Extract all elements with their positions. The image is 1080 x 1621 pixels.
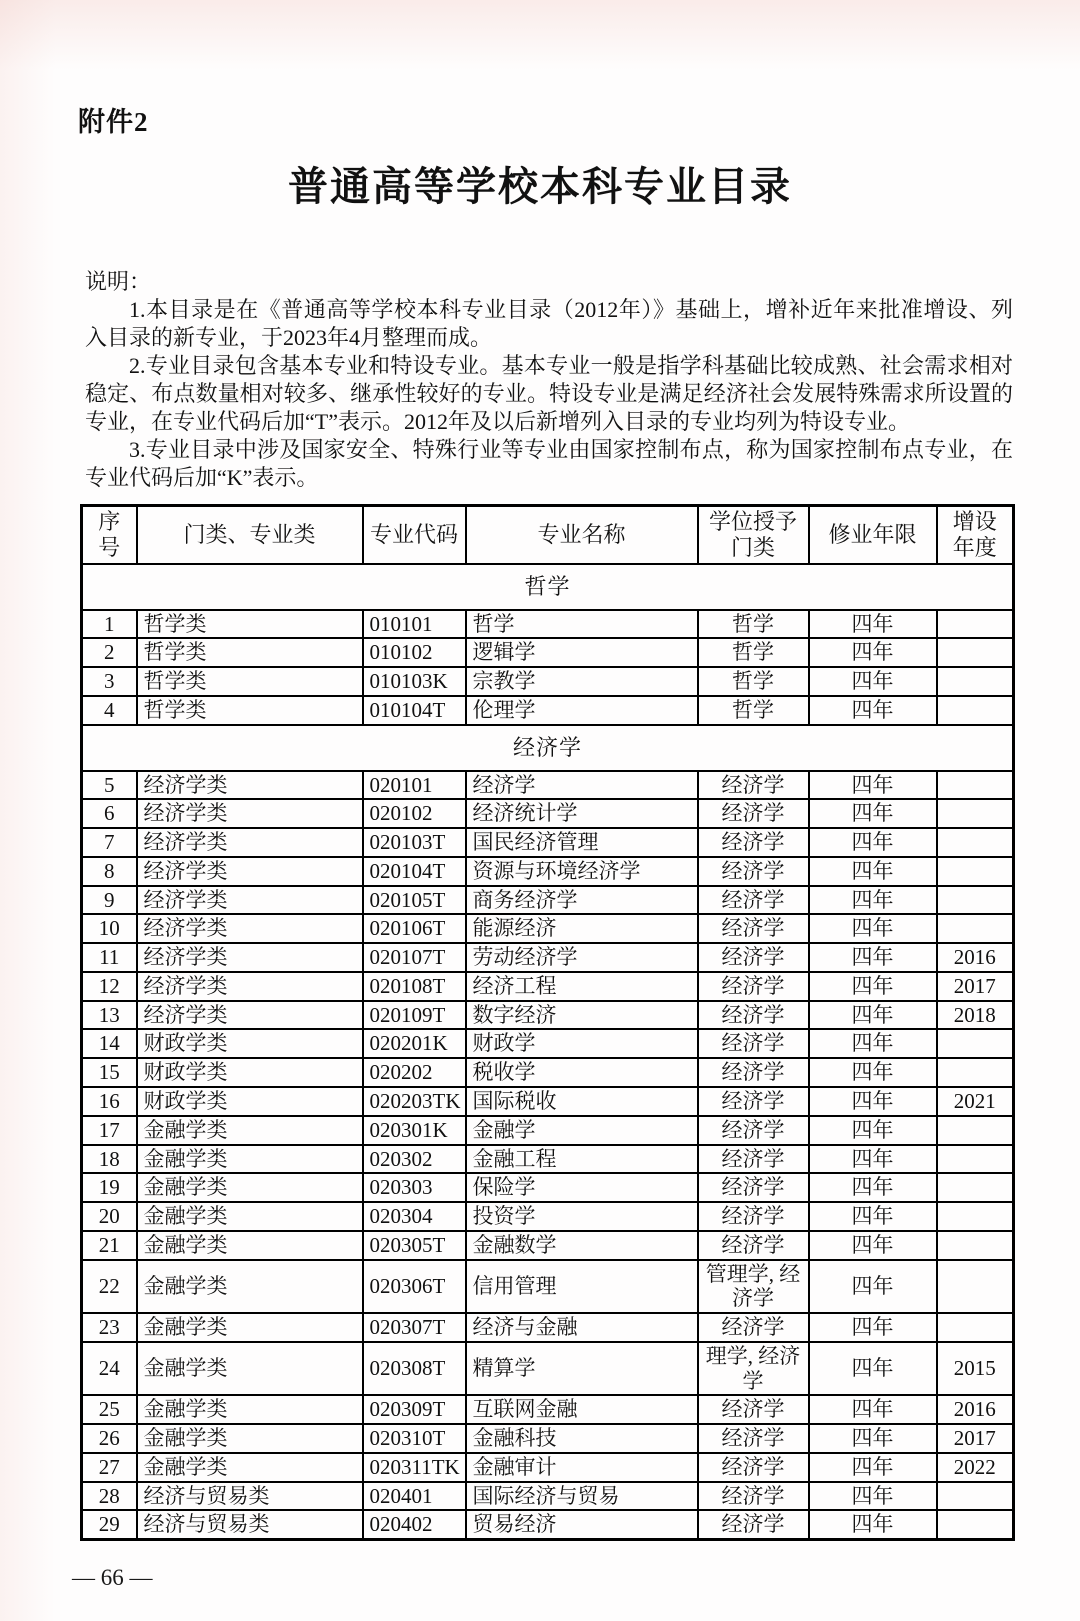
table-row [82,1087,1014,1116]
col-header-degree: 学位授予门类 [698,506,809,564]
cell-category: 金融学类 [137,1173,363,1202]
cell-code: 020305T [363,1231,466,1260]
cell-category: 财政学类 [137,1087,363,1116]
cell-name: 劳动经济学 [466,943,698,972]
cell-no: 22 [82,1260,137,1314]
cell-name: 经济与金融 [466,1313,698,1342]
cell-category: 金融学类 [137,1313,363,1342]
table-row [82,1058,1014,1087]
note-paragraph-2: 2.专业目录包含基本专业和特设专业。基本专业一般是指学科基础比较成熟、社会需求相对稳定、布点数量相对较多、继承性较好的专业。特设专业是满足经济社会发展特殊需求所设置的专业，在专业代码后加“T”表示。2012年及以后新增列入目录的专业均列为特设专业。 [85,353,1013,434]
cell-name: 哲学 [466,610,698,639]
cell-category: 金融学类 [137,1453,363,1482]
cell-no: 24 [82,1342,137,1396]
cell-no: 21 [82,1231,137,1260]
cell-code: 010104T [363,696,466,725]
table-row [82,914,1014,943]
cell-no: 12 [82,972,137,1001]
cell-year_added [937,667,1014,696]
table-row [82,1313,1014,1342]
cell-years: 四年 [809,667,937,696]
cell-category: 经济学类 [137,886,363,915]
cell-no: 23 [82,1313,137,1342]
cell-code: 020107T [363,943,466,972]
col-header-no: 序号 [82,506,137,564]
cell-year_added [937,886,1014,915]
cell-name: 商务经济学 [466,886,698,915]
cell-years: 四年 [809,1482,937,1511]
cell-year_added [937,771,1014,800]
cell-years: 四年 [809,1342,937,1396]
cell-name: 金融审计 [466,1453,698,1482]
cell-name: 宗教学 [466,667,698,696]
cell-name: 金融数学 [466,1231,698,1260]
cell-no: 1 [82,610,137,639]
table-row [82,828,1014,857]
cell-name: 精算学 [466,1342,698,1396]
cell-code: 020105T [363,886,466,915]
cell-name: 财政学 [466,1029,698,1058]
cell-no: 17 [82,1116,137,1145]
cell-year_added: 2017 [937,972,1014,1001]
cell-no: 2 [82,638,137,667]
table-row [82,610,1014,639]
table-row [82,1145,1014,1174]
cell-year_added [937,1029,1014,1058]
cell-category: 金融学类 [137,1202,363,1231]
cell-name: 经济统计学 [466,799,698,828]
col-header-name: 专业名称 [466,506,698,564]
cell-category: 经济学类 [137,972,363,1001]
cell-years: 四年 [809,972,937,1001]
cell-years: 四年 [809,1202,937,1231]
cell-year_added: 2016 [937,943,1014,972]
cell-code: 020302 [363,1145,466,1174]
table-row [82,1424,1014,1453]
cell-code: 020104T [363,857,466,886]
cell-year_added [937,1058,1014,1087]
cell-no: 3 [82,667,137,696]
cell-no: 4 [82,696,137,725]
cell-degree: 管理学, 经济学 [698,1260,809,1314]
cell-name: 信用管理 [466,1260,698,1314]
cell-name: 经济学 [466,771,698,800]
cell-year_added [937,1173,1014,1202]
cell-code: 020402 [363,1510,466,1539]
table-row [82,1001,1014,1030]
cell-category: 经济学类 [137,1001,363,1030]
majors-table-body [82,564,1014,1540]
cell-year_added [937,1510,1014,1539]
table-row [82,943,1014,972]
cell-degree: 经济学 [698,1395,809,1424]
cell-code: 020202 [363,1058,466,1087]
cell-no: 29 [82,1510,137,1539]
cell-name: 逻辑学 [466,638,698,667]
cell-degree: 经济学 [698,972,809,1001]
cell-degree: 经济学 [698,1058,809,1087]
cell-category: 金融学类 [137,1260,363,1314]
table-row [82,1173,1014,1202]
cell-degree: 经济学 [698,886,809,915]
cell-degree: 经济学 [698,1424,809,1453]
cell-name: 金融学 [466,1116,698,1145]
cell-no: 20 [82,1202,137,1231]
page-number: — 66 — [72,1565,153,1591]
cell-degree: 经济学 [698,828,809,857]
table-row [82,1202,1014,1231]
cell-no: 18 [82,1145,137,1174]
table-row [82,1231,1014,1260]
cell-no: 5 [82,771,137,800]
cell-code: 020102 [363,799,466,828]
cell-degree: 经济学 [698,1510,809,1539]
cell-name: 保险学 [466,1173,698,1202]
cell-name: 伦理学 [466,696,698,725]
section-row [82,564,1014,610]
cell-code: 020307T [363,1313,466,1342]
cell-degree: 经济学 [698,1087,809,1116]
cell-no: 6 [82,799,137,828]
cell-category: 金融学类 [137,1116,363,1145]
cell-year_added [937,914,1014,943]
cell-years: 四年 [809,799,937,828]
cell-code: 020309T [363,1395,466,1424]
cell-degree: 经济学 [698,771,809,800]
cell-degree: 经济学 [698,1202,809,1231]
cell-year_added [937,828,1014,857]
table-row [82,1342,1014,1396]
cell-degree: 理学, 经济学 [698,1342,809,1396]
cell-years: 四年 [809,610,937,639]
cell-years: 四年 [809,1231,937,1260]
cell-degree: 经济学 [698,799,809,828]
section-title: 哲学 [82,564,1014,610]
cell-category: 哲学类 [137,638,363,667]
table-row [82,1260,1014,1314]
cell-name: 数字经济 [466,1001,698,1030]
cell-years: 四年 [809,1116,937,1145]
col-header-year-added: 增设年度 [937,506,1014,564]
cell-no: 10 [82,914,137,943]
attachment-label: 附件2 [78,107,149,137]
cell-category: 经济与贸易类 [137,1482,363,1511]
cell-code: 020203TK [363,1087,466,1116]
cell-years: 四年 [809,886,937,915]
cell-code: 020401 [363,1482,466,1511]
note-paragraph-1: 1.本目录是在《普通高等学校本科专业目录（2012年）》基础上，增补近年来批准增设、列入目录的新专业，于2023年4月整理而成。 [85,297,1013,350]
cell-degree: 经济学 [698,1482,809,1511]
cell-degree: 经济学 [698,1173,809,1202]
cell-degree: 经济学 [698,1145,809,1174]
cell-degree: 经济学 [698,1029,809,1058]
cell-category: 经济学类 [137,771,363,800]
table-row [82,638,1014,667]
table-row [82,696,1014,725]
cell-year_added: 2022 [937,1453,1014,1482]
cell-years: 四年 [809,1145,937,1174]
header-row [82,506,1014,564]
cell-no: 15 [82,1058,137,1087]
table-row [82,1029,1014,1058]
cell-years: 四年 [809,1453,937,1482]
cell-no: 9 [82,886,137,915]
cell-no: 16 [82,1087,137,1116]
cell-year_added: 2015 [937,1342,1014,1396]
majors-table-header [82,506,1014,564]
cell-years: 四年 [809,638,937,667]
cell-code: 020109T [363,1001,466,1030]
cell-no: 27 [82,1453,137,1482]
table-row [82,1116,1014,1145]
cell-category: 金融学类 [137,1231,363,1260]
cell-name: 国际税收 [466,1087,698,1116]
cell-category: 哲学类 [137,610,363,639]
cell-year_added [937,1202,1014,1231]
cell-year_added [937,1260,1014,1314]
cell-degree: 经济学 [698,943,809,972]
cell-year_added [937,857,1014,886]
cell-category: 财政学类 [137,1058,363,1087]
cell-name: 能源经济 [466,914,698,943]
cell-year_added [937,1145,1014,1174]
cell-code: 010101 [363,610,466,639]
cell-code: 020103T [363,828,466,857]
cell-code: 020304 [363,1202,466,1231]
cell-no: 28 [82,1482,137,1511]
cell-name: 金融科技 [466,1424,698,1453]
cell-year_added: 2018 [937,1001,1014,1030]
cell-name: 资源与环境经济学 [466,857,698,886]
cell-code: 020303 [363,1173,466,1202]
cell-years: 四年 [809,1001,937,1030]
cell-code: 020108T [363,972,466,1001]
col-header-years: 修业年限 [809,506,937,564]
cell-category: 经济学类 [137,943,363,972]
cell-category: 金融学类 [137,1145,363,1174]
cell-years: 四年 [809,1424,937,1453]
table-row [82,886,1014,915]
cell-degree: 哲学 [698,638,809,667]
cell-year_added: 2017 [937,1424,1014,1453]
cell-degree: 经济学 [698,1231,809,1260]
cell-year_added [937,799,1014,828]
cell-year_added [937,1231,1014,1260]
cell-degree: 经济学 [698,857,809,886]
cell-years: 四年 [809,1395,937,1424]
cell-code: 010102 [363,638,466,667]
table-row [82,1395,1014,1424]
cell-code: 020201K [363,1029,466,1058]
cell-category: 经济学类 [137,828,363,857]
cell-category: 经济学类 [137,914,363,943]
cell-name: 经济工程 [466,972,698,1001]
cell-name: 国民经济管理 [466,828,698,857]
cell-years: 四年 [809,1173,937,1202]
table-row [82,771,1014,800]
cell-degree: 哲学 [698,667,809,696]
cell-category: 哲学类 [137,696,363,725]
majors-table [80,504,1015,1541]
cell-code: 020311TK [363,1453,466,1482]
cell-category: 经济学类 [137,799,363,828]
cell-category: 经济与贸易类 [137,1510,363,1539]
cell-degree: 经济学 [698,914,809,943]
cell-no: 7 [82,828,137,857]
cell-name: 投资学 [466,1202,698,1231]
cell-years: 四年 [809,1313,937,1342]
cell-years: 四年 [809,1510,937,1539]
cell-code: 020101 [363,771,466,800]
cell-no: 11 [82,943,137,972]
table-row [82,799,1014,828]
cell-category: 哲学类 [137,667,363,696]
cell-years: 四年 [809,828,937,857]
cell-year_added: 2016 [937,1395,1014,1424]
cell-years: 四年 [809,1029,937,1058]
cell-years: 四年 [809,1260,937,1314]
cell-no: 14 [82,1029,137,1058]
cell-name: 贸易经济 [466,1510,698,1539]
cell-no: 13 [82,1001,137,1030]
cell-no: 8 [82,857,137,886]
table-row [82,1510,1014,1539]
note-paragraph-3: 3.专业目录中涉及国家安全、特殊行业等专业由国家控制布点，称为国家控制布点专业，在专业代码后加“K”表示。 [85,437,1013,490]
cell-year_added [937,638,1014,667]
table-row [82,972,1014,1001]
cell-name: 税收学 [466,1058,698,1087]
cell-degree: 哲学 [698,610,809,639]
cell-no: 26 [82,1424,137,1453]
cell-years: 四年 [809,857,937,886]
cell-degree: 经济学 [698,1116,809,1145]
cell-year_added: 2021 [937,1087,1014,1116]
cell-no: 25 [82,1395,137,1424]
cell-year_added [937,610,1014,639]
cell-code: 020310T [363,1424,466,1453]
cell-degree: 经济学 [698,1313,809,1342]
cell-year_added [937,696,1014,725]
cell-code: 020306T [363,1260,466,1314]
cell-code: 020308T [363,1342,466,1396]
page-title: 普通高等学校本科专业目录 [288,164,792,209]
cell-year_added [937,1116,1014,1145]
col-header-code: 专业代码 [363,506,466,564]
section-row [82,725,1014,771]
cell-year_added [937,1482,1014,1511]
cell-years: 四年 [809,696,937,725]
cell-code: 020106T [363,914,466,943]
cell-degree: 哲学 [698,696,809,725]
cell-no: 19 [82,1173,137,1202]
notes-heading: 说明： [85,269,152,294]
cell-degree: 经济学 [698,1453,809,1482]
cell-years: 四年 [809,914,937,943]
cell-degree: 经济学 [698,1001,809,1030]
cell-category: 金融学类 [137,1342,363,1396]
cell-name: 互联网金融 [466,1395,698,1424]
cell-name: 国际经济与贸易 [466,1482,698,1511]
table-row [82,1482,1014,1511]
cell-code: 010103K [363,667,466,696]
cell-category: 财政学类 [137,1029,363,1058]
cell-category: 经济学类 [137,857,363,886]
cell-year_added [937,1313,1014,1342]
section-title: 经济学 [82,725,1014,771]
cell-category: 金融学类 [137,1424,363,1453]
table-row [82,857,1014,886]
cell-years: 四年 [809,1087,937,1116]
col-header-category: 门类、专业类 [137,506,363,564]
cell-years: 四年 [809,1058,937,1087]
table-row [82,1453,1014,1482]
table-row [82,667,1014,696]
cell-years: 四年 [809,943,937,972]
cell-code: 020301K [363,1116,466,1145]
cell-category: 金融学类 [137,1395,363,1424]
cell-years: 四年 [809,771,937,800]
notes-section [85,268,1013,492]
cell-name: 金融工程 [466,1145,698,1174]
